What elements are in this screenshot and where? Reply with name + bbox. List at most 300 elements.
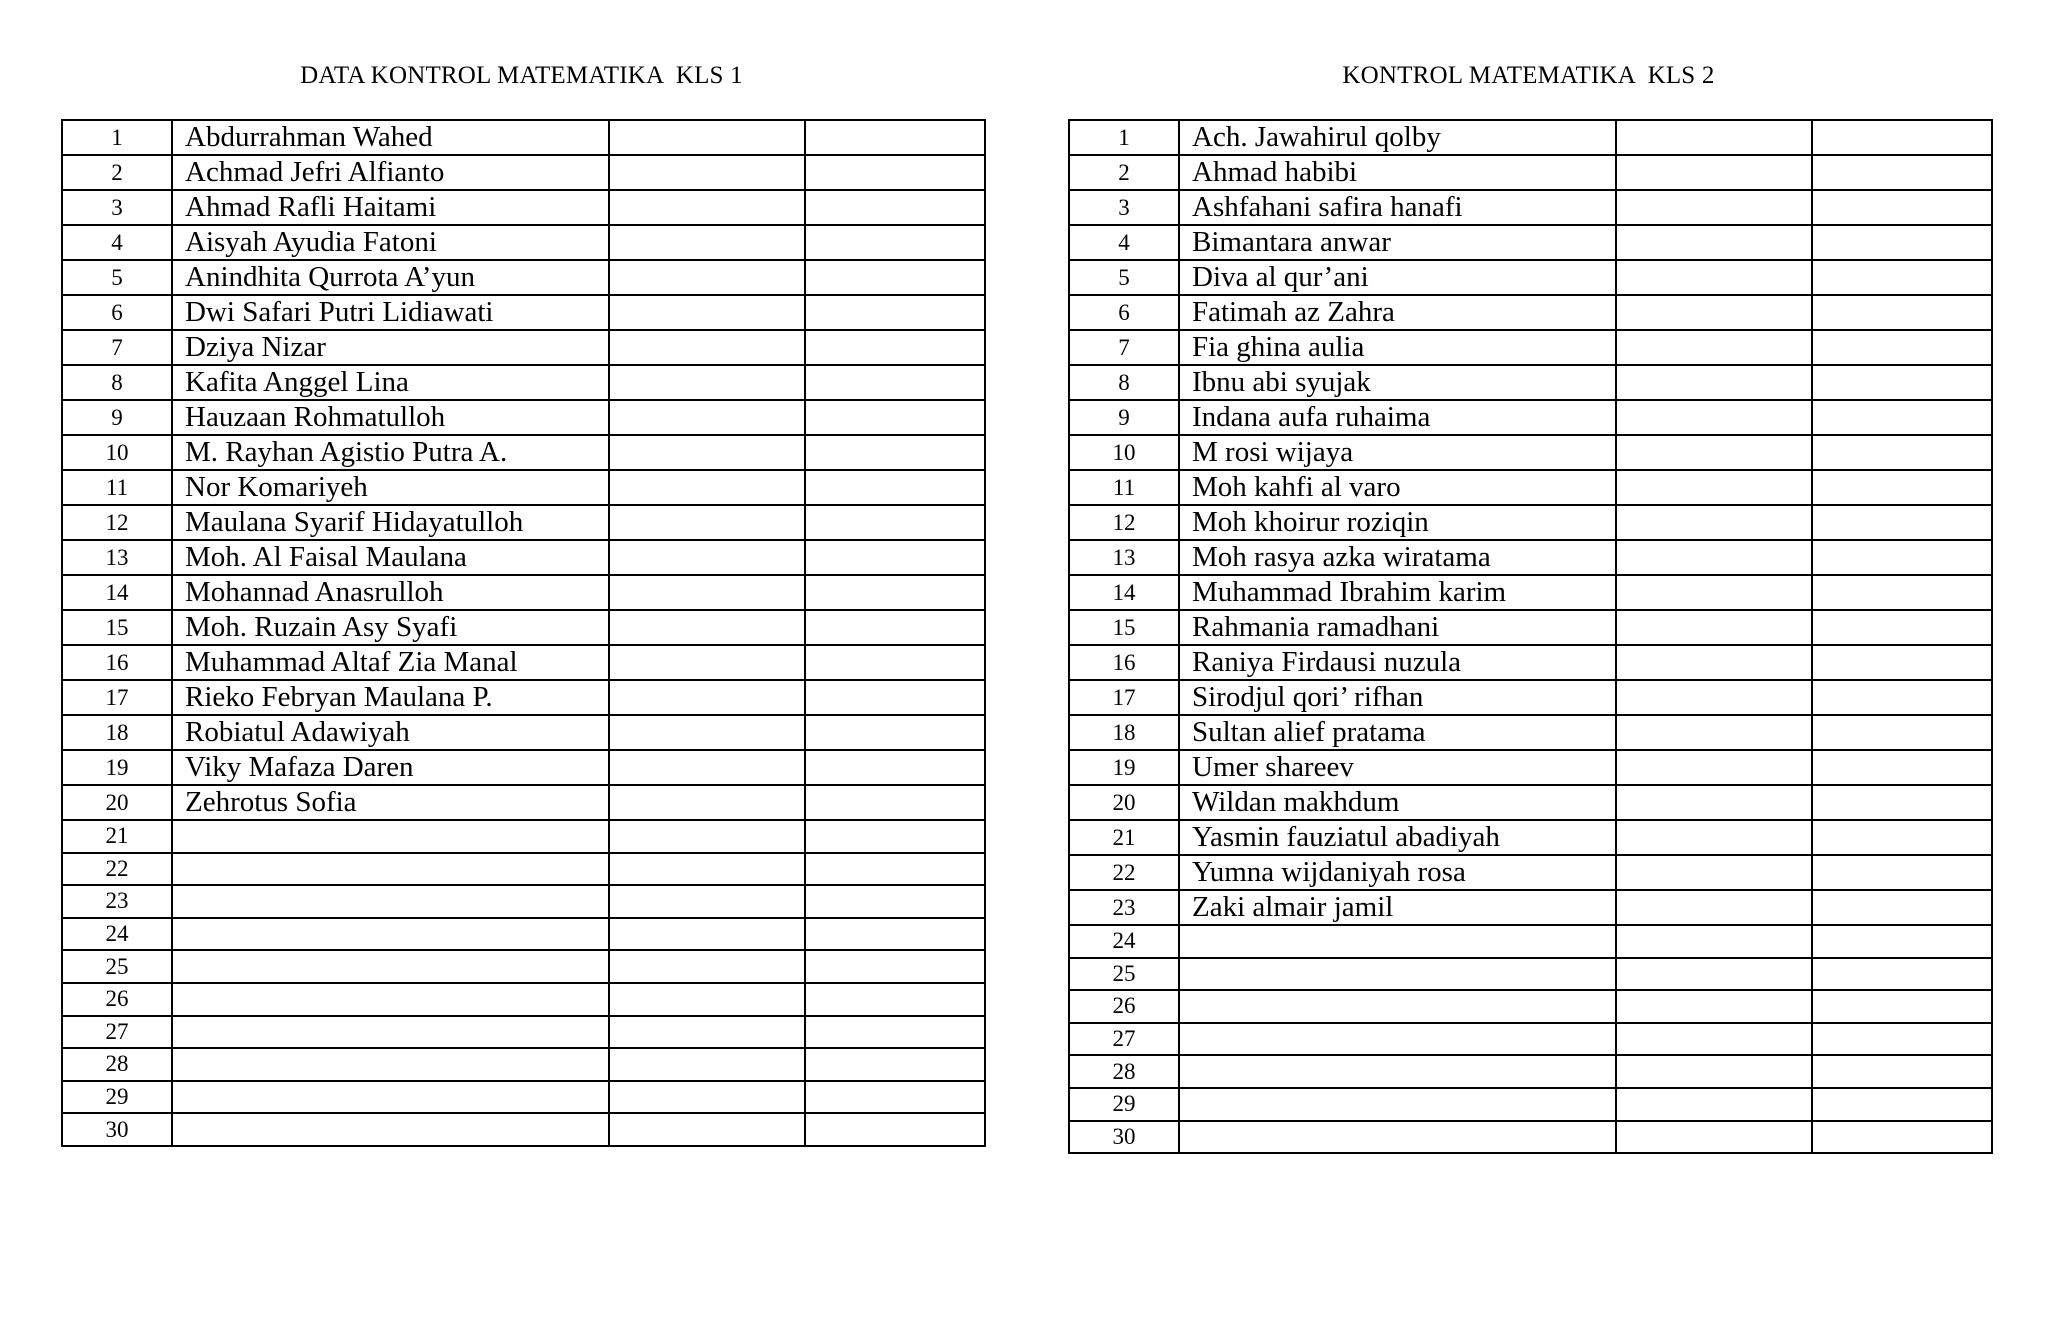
left-table-row bbox=[62, 365, 985, 400]
blank-score-cell bbox=[1812, 820, 1992, 855]
row-number: 27 bbox=[62, 1016, 172, 1049]
left-table-row bbox=[62, 120, 985, 155]
student-name-cell: Anindhita Qurrota A’yun bbox=[172, 260, 609, 295]
blank-score-cell bbox=[805, 853, 985, 886]
blank-score-cell bbox=[1616, 540, 1812, 575]
blank-score-cell bbox=[1812, 120, 1992, 155]
blank-score-cell bbox=[805, 715, 985, 750]
left-table-row bbox=[62, 610, 985, 645]
blank-score-cell bbox=[805, 680, 985, 715]
blank-score-cell bbox=[1812, 190, 1992, 225]
right-table-row bbox=[1069, 785, 1992, 820]
student-name-cell bbox=[172, 1081, 609, 1114]
blank-score-cell bbox=[1812, 990, 1992, 1023]
row-number: 3 bbox=[62, 190, 172, 225]
student-name-cell bbox=[1179, 1121, 1616, 1154]
blank-score-cell bbox=[609, 950, 805, 983]
left-table-row bbox=[62, 575, 985, 610]
row-number: 18 bbox=[62, 715, 172, 750]
left-table-row bbox=[62, 885, 985, 918]
row-number: 22 bbox=[1069, 855, 1179, 890]
blank-score-cell bbox=[1812, 750, 1992, 785]
left-table-row bbox=[62, 1016, 985, 1049]
left-table-row bbox=[62, 983, 985, 1016]
student-name-cell bbox=[172, 820, 609, 853]
blank-score-cell bbox=[1812, 958, 1992, 991]
blank-score-cell bbox=[1616, 575, 1812, 610]
blank-score-cell bbox=[1616, 400, 1812, 435]
left-table-row bbox=[62, 330, 985, 365]
left-table-row bbox=[62, 950, 985, 983]
right-table-row bbox=[1069, 610, 1992, 645]
left-table-row bbox=[62, 260, 985, 295]
row-number: 23 bbox=[62, 885, 172, 918]
right-table-row bbox=[1069, 225, 1992, 260]
blank-score-cell bbox=[1812, 295, 1992, 330]
blank-score-cell bbox=[1812, 330, 1992, 365]
row-number: 7 bbox=[1069, 330, 1179, 365]
left-table-row bbox=[62, 225, 985, 260]
row-number: 17 bbox=[1069, 680, 1179, 715]
row-number: 4 bbox=[1069, 225, 1179, 260]
right-table-row bbox=[1069, 470, 1992, 505]
row-number: 25 bbox=[62, 950, 172, 983]
student-name-cell: Viky Mafaza Daren bbox=[172, 750, 609, 785]
left-roster-body bbox=[62, 120, 985, 1146]
blank-score-cell bbox=[1812, 1023, 1992, 1056]
row-number: 8 bbox=[62, 365, 172, 400]
right-table-row bbox=[1069, 400, 1992, 435]
student-name-cell: Diva al qur’ani bbox=[1179, 260, 1616, 295]
blank-score-cell bbox=[1812, 645, 1992, 680]
blank-score-cell bbox=[1616, 1055, 1812, 1088]
row-number: 2 bbox=[62, 155, 172, 190]
left-table-row bbox=[62, 785, 985, 820]
left-table-row bbox=[62, 645, 985, 680]
student-name-cell: Achmad Jefri Alfianto bbox=[172, 155, 609, 190]
blank-score-cell bbox=[609, 295, 805, 330]
left-table-row bbox=[62, 540, 985, 575]
blank-score-cell bbox=[1812, 1088, 1992, 1121]
row-number: 13 bbox=[1069, 540, 1179, 575]
student-name-cell: Abdurrahman Wahed bbox=[172, 120, 609, 155]
left-table-row bbox=[62, 1113, 985, 1146]
blank-score-cell bbox=[1616, 225, 1812, 260]
blank-score-cell bbox=[1616, 435, 1812, 470]
row-number: 5 bbox=[1069, 260, 1179, 295]
row-number: 13 bbox=[62, 540, 172, 575]
row-number: 17 bbox=[62, 680, 172, 715]
student-name-cell: Yasmin fauziatul abadiyah bbox=[1179, 820, 1616, 855]
student-name-cell: Sultan alief pratama bbox=[1179, 715, 1616, 750]
blank-score-cell bbox=[1812, 540, 1992, 575]
student-name-cell bbox=[1179, 1023, 1616, 1056]
blank-score-cell bbox=[609, 400, 805, 435]
blank-score-cell bbox=[1616, 1121, 1812, 1154]
row-number: 9 bbox=[1069, 400, 1179, 435]
row-number: 26 bbox=[1069, 990, 1179, 1023]
blank-score-cell bbox=[609, 785, 805, 820]
right-table-row bbox=[1069, 925, 1992, 958]
right-table-row bbox=[1069, 295, 1992, 330]
left-table-row bbox=[62, 400, 985, 435]
blank-score-cell bbox=[1812, 365, 1992, 400]
student-name-cell: Ibnu abi syujak bbox=[1179, 365, 1616, 400]
student-name-cell bbox=[172, 950, 609, 983]
student-name-cell: Maulana Syarif Hidayatulloh bbox=[172, 505, 609, 540]
blank-score-cell bbox=[609, 680, 805, 715]
blank-score-cell bbox=[805, 470, 985, 505]
blank-score-cell bbox=[805, 540, 985, 575]
row-number: 19 bbox=[1069, 750, 1179, 785]
row-number: 21 bbox=[1069, 820, 1179, 855]
blank-score-cell bbox=[1616, 330, 1812, 365]
row-number: 28 bbox=[62, 1048, 172, 1081]
student-name-cell: Aisyah Ayudia Fatoni bbox=[172, 225, 609, 260]
student-name-cell: Muhammad Ibrahim karim bbox=[1179, 575, 1616, 610]
row-number: 14 bbox=[62, 575, 172, 610]
blank-score-cell bbox=[609, 750, 805, 785]
blank-score-cell bbox=[1616, 505, 1812, 540]
row-number: 30 bbox=[62, 1113, 172, 1146]
row-number: 29 bbox=[62, 1081, 172, 1114]
row-number: 26 bbox=[62, 983, 172, 1016]
student-name-cell: Sirodjul qori’ rifhan bbox=[1179, 680, 1616, 715]
student-name-cell: Moh kahfi al varo bbox=[1179, 470, 1616, 505]
blank-score-cell bbox=[1616, 680, 1812, 715]
student-name-cell: Ashfahani safira hanafi bbox=[1179, 190, 1616, 225]
blank-score-cell bbox=[805, 750, 985, 785]
blank-score-cell bbox=[1616, 855, 1812, 890]
right-table-title: KONTROL MATEMATIKA KLS 2 bbox=[1342, 62, 1715, 89]
row-number: 7 bbox=[62, 330, 172, 365]
blank-score-cell bbox=[1616, 365, 1812, 400]
student-name-cell: Ach. Jawahirul qolby bbox=[1179, 120, 1616, 155]
right-table-row bbox=[1069, 715, 1992, 750]
blank-score-cell bbox=[609, 575, 805, 610]
blank-score-cell bbox=[1616, 990, 1812, 1023]
student-name-cell: Moh khoirur roziqin bbox=[1179, 505, 1616, 540]
row-number: 2 bbox=[1069, 155, 1179, 190]
student-name-cell: Moh. Ruzain Asy Syafi bbox=[172, 610, 609, 645]
blank-score-cell bbox=[1616, 820, 1812, 855]
blank-score-cell bbox=[609, 260, 805, 295]
blank-score-cell bbox=[1616, 1088, 1812, 1121]
blank-score-cell bbox=[609, 435, 805, 470]
blank-score-cell bbox=[805, 575, 985, 610]
blank-score-cell bbox=[805, 610, 985, 645]
row-number: 21 bbox=[62, 820, 172, 853]
student-name-cell bbox=[172, 1113, 609, 1146]
student-name-cell: Raniya Firdausi nuzula bbox=[1179, 645, 1616, 680]
blank-score-cell bbox=[805, 820, 985, 853]
right-table-row bbox=[1069, 260, 1992, 295]
left-roster-table bbox=[61, 119, 986, 1147]
right-table-row bbox=[1069, 330, 1992, 365]
blank-score-cell bbox=[1812, 435, 1992, 470]
student-name-cell bbox=[172, 885, 609, 918]
blank-score-cell bbox=[609, 853, 805, 886]
left-table-row bbox=[62, 918, 985, 951]
right-table-row bbox=[1069, 1055, 1992, 1088]
student-name-cell: Fatimah az Zahra bbox=[1179, 295, 1616, 330]
blank-score-cell bbox=[1812, 470, 1992, 505]
blank-score-cell bbox=[609, 715, 805, 750]
blank-score-cell bbox=[1812, 1121, 1992, 1154]
blank-score-cell bbox=[1812, 680, 1992, 715]
right-table-row bbox=[1069, 645, 1992, 680]
left-table-row bbox=[62, 1081, 985, 1114]
student-name-cell: Mohannad Anasrulloh bbox=[172, 575, 609, 610]
right-table-row bbox=[1069, 435, 1992, 470]
left-table-row bbox=[62, 820, 985, 853]
blank-score-cell bbox=[1616, 295, 1812, 330]
student-name-cell: Kafita Anggel Lina bbox=[172, 365, 609, 400]
row-number: 14 bbox=[1069, 575, 1179, 610]
blank-score-cell bbox=[805, 645, 985, 680]
row-number: 9 bbox=[62, 400, 172, 435]
left-table-row bbox=[62, 295, 985, 330]
blank-score-cell bbox=[805, 260, 985, 295]
student-name-cell: Zehrotus Sofia bbox=[172, 785, 609, 820]
right-table-row bbox=[1069, 1088, 1992, 1121]
student-name-cell: Fia ghina aulia bbox=[1179, 330, 1616, 365]
student-name-cell bbox=[172, 1048, 609, 1081]
blank-score-cell bbox=[1616, 750, 1812, 785]
blank-score-cell bbox=[1812, 225, 1992, 260]
student-name-cell: Nor Komariyeh bbox=[172, 470, 609, 505]
blank-score-cell bbox=[1812, 260, 1992, 295]
blank-score-cell bbox=[609, 918, 805, 951]
blank-score-cell bbox=[1812, 715, 1992, 750]
student-name-cell: M. Rayhan Agistio Putra A. bbox=[172, 435, 609, 470]
blank-score-cell bbox=[1812, 1055, 1992, 1088]
right-table-row bbox=[1069, 750, 1992, 785]
row-number: 20 bbox=[62, 785, 172, 820]
blank-score-cell bbox=[805, 1048, 985, 1081]
student-name-cell: Rahmania ramadhani bbox=[1179, 610, 1616, 645]
row-number: 16 bbox=[62, 645, 172, 680]
row-number: 12 bbox=[1069, 505, 1179, 540]
right-roster-table bbox=[1068, 119, 1993, 1154]
blank-score-cell bbox=[609, 540, 805, 575]
row-number: 24 bbox=[1069, 925, 1179, 958]
row-number: 10 bbox=[62, 435, 172, 470]
student-name-cell bbox=[1179, 1088, 1616, 1121]
student-name-cell: Zaki almair jamil bbox=[1179, 890, 1616, 925]
blank-score-cell bbox=[1812, 155, 1992, 190]
student-name-cell: Dziya Nizar bbox=[172, 330, 609, 365]
right-table-row bbox=[1069, 575, 1992, 610]
row-number: 6 bbox=[62, 295, 172, 330]
blank-score-cell bbox=[805, 1016, 985, 1049]
row-number: 27 bbox=[1069, 1023, 1179, 1056]
student-name-cell: Umer shareev bbox=[1179, 750, 1616, 785]
row-number: 22 bbox=[62, 853, 172, 886]
student-name-cell: Ahmad habibi bbox=[1179, 155, 1616, 190]
blank-score-cell bbox=[609, 505, 805, 540]
blank-score-cell bbox=[609, 1113, 805, 1146]
right-table-row bbox=[1069, 505, 1992, 540]
blank-score-cell bbox=[805, 885, 985, 918]
student-name-cell bbox=[1179, 1055, 1616, 1088]
row-number: 15 bbox=[1069, 610, 1179, 645]
blank-score-cell bbox=[805, 983, 985, 1016]
student-name-cell: Moh. Al Faisal Maulana bbox=[172, 540, 609, 575]
row-number: 1 bbox=[1069, 120, 1179, 155]
left-table-row bbox=[62, 470, 985, 505]
blank-score-cell bbox=[1616, 610, 1812, 645]
blank-score-cell bbox=[1616, 890, 1812, 925]
left-table-row bbox=[62, 1048, 985, 1081]
student-name-cell bbox=[172, 918, 609, 951]
student-name-cell: Indana aufa ruhaima bbox=[1179, 400, 1616, 435]
student-name-cell: Bimantara anwar bbox=[1179, 225, 1616, 260]
blank-score-cell bbox=[609, 885, 805, 918]
blank-score-cell bbox=[609, 190, 805, 225]
right-table-row bbox=[1069, 1023, 1992, 1056]
left-table-row bbox=[62, 715, 985, 750]
right-table-row bbox=[1069, 990, 1992, 1023]
blank-score-cell bbox=[609, 120, 805, 155]
right-table-row bbox=[1069, 155, 1992, 190]
blank-score-cell bbox=[805, 400, 985, 435]
blank-score-cell bbox=[805, 190, 985, 225]
blank-score-cell bbox=[609, 820, 805, 853]
row-number: 11 bbox=[1069, 470, 1179, 505]
right-table-row bbox=[1069, 120, 1992, 155]
blank-score-cell bbox=[1812, 575, 1992, 610]
blank-score-cell bbox=[609, 645, 805, 680]
row-number: 20 bbox=[1069, 785, 1179, 820]
blank-score-cell bbox=[1616, 958, 1812, 991]
blank-score-cell bbox=[805, 435, 985, 470]
row-number: 1 bbox=[62, 120, 172, 155]
left-table-row bbox=[62, 505, 985, 540]
blank-score-cell bbox=[1812, 855, 1992, 890]
blank-score-cell bbox=[609, 1016, 805, 1049]
left-table-row bbox=[62, 155, 985, 190]
blank-score-cell bbox=[805, 120, 985, 155]
blank-score-cell bbox=[805, 1113, 985, 1146]
left-table-row bbox=[62, 750, 985, 785]
right-table-row bbox=[1069, 890, 1992, 925]
blank-score-cell bbox=[1812, 785, 1992, 820]
blank-score-cell bbox=[1616, 470, 1812, 505]
blank-score-cell bbox=[1812, 890, 1992, 925]
row-number: 10 bbox=[1069, 435, 1179, 470]
blank-score-cell bbox=[805, 950, 985, 983]
student-name-cell: Hauzaan Rohmatulloh bbox=[172, 400, 609, 435]
blank-score-cell bbox=[609, 610, 805, 645]
row-number: 8 bbox=[1069, 365, 1179, 400]
blank-score-cell bbox=[609, 225, 805, 260]
student-name-cell: Moh rasya azka wiratama bbox=[1179, 540, 1616, 575]
row-number: 24 bbox=[62, 918, 172, 951]
student-name-cell: Wildan makhdum bbox=[1179, 785, 1616, 820]
left-table-title: DATA KONTROL MATEMATIKA KLS 1 bbox=[300, 62, 743, 89]
student-name-cell: Robiatul Adawiyah bbox=[172, 715, 609, 750]
row-number: 30 bbox=[1069, 1121, 1179, 1154]
blank-score-cell bbox=[805, 505, 985, 540]
row-number: 29 bbox=[1069, 1088, 1179, 1121]
blank-score-cell bbox=[805, 785, 985, 820]
row-number: 25 bbox=[1069, 958, 1179, 991]
row-number: 5 bbox=[62, 260, 172, 295]
blank-score-cell bbox=[1616, 155, 1812, 190]
row-number: 16 bbox=[1069, 645, 1179, 680]
student-name-cell bbox=[172, 853, 609, 886]
row-number: 15 bbox=[62, 610, 172, 645]
row-number: 19 bbox=[62, 750, 172, 785]
blank-score-cell bbox=[805, 330, 985, 365]
student-name-cell bbox=[1179, 990, 1616, 1023]
blank-score-cell bbox=[609, 470, 805, 505]
right-table-row bbox=[1069, 680, 1992, 715]
row-number: 18 bbox=[1069, 715, 1179, 750]
student-name-cell: Dwi Safari Putri Lidiawati bbox=[172, 295, 609, 330]
right-table-row bbox=[1069, 820, 1992, 855]
blank-score-cell bbox=[609, 1048, 805, 1081]
blank-score-cell bbox=[805, 295, 985, 330]
blank-score-cell bbox=[1616, 785, 1812, 820]
student-name-cell bbox=[172, 1016, 609, 1049]
right-table-row bbox=[1069, 540, 1992, 575]
row-number: 6 bbox=[1069, 295, 1179, 330]
blank-score-cell bbox=[1812, 610, 1992, 645]
blank-score-cell bbox=[1616, 260, 1812, 295]
right-table-row bbox=[1069, 1121, 1992, 1154]
blank-score-cell bbox=[805, 225, 985, 260]
student-name-cell: M rosi wijaya bbox=[1179, 435, 1616, 470]
student-name-cell bbox=[1179, 958, 1616, 991]
row-number: 23 bbox=[1069, 890, 1179, 925]
blank-score-cell bbox=[609, 1081, 805, 1114]
blank-score-cell bbox=[1616, 1023, 1812, 1056]
blank-score-cell bbox=[1812, 400, 1992, 435]
blank-score-cell bbox=[1616, 925, 1812, 958]
row-number: 12 bbox=[62, 505, 172, 540]
left-table-row bbox=[62, 190, 985, 225]
left-table-row bbox=[62, 435, 985, 470]
row-number: 4 bbox=[62, 225, 172, 260]
blank-score-cell bbox=[805, 918, 985, 951]
right-roster-body bbox=[1069, 120, 1992, 1153]
row-number: 11 bbox=[62, 470, 172, 505]
left-table-row bbox=[62, 680, 985, 715]
blank-score-cell bbox=[609, 330, 805, 365]
student-name-cell: Rieko Febryan Maulana P. bbox=[172, 680, 609, 715]
student-name-cell: Yumna wijdaniyah rosa bbox=[1179, 855, 1616, 890]
right-table-row bbox=[1069, 958, 1992, 991]
blank-score-cell bbox=[1616, 645, 1812, 680]
blank-score-cell bbox=[805, 1081, 985, 1114]
blank-score-cell bbox=[1616, 120, 1812, 155]
row-number: 3 bbox=[1069, 190, 1179, 225]
student-name-cell bbox=[1179, 925, 1616, 958]
student-name-cell: Ahmad Rafli Haitami bbox=[172, 190, 609, 225]
blank-score-cell bbox=[805, 155, 985, 190]
blank-score-cell bbox=[1812, 505, 1992, 540]
right-table-row bbox=[1069, 190, 1992, 225]
right-table-row bbox=[1069, 365, 1992, 400]
blank-score-cell bbox=[609, 365, 805, 400]
student-name-cell: Muhammad Altaf Zia Manal bbox=[172, 645, 609, 680]
blank-score-cell bbox=[609, 155, 805, 190]
student-name-cell bbox=[172, 983, 609, 1016]
left-table-row bbox=[62, 853, 985, 886]
blank-score-cell bbox=[1616, 190, 1812, 225]
